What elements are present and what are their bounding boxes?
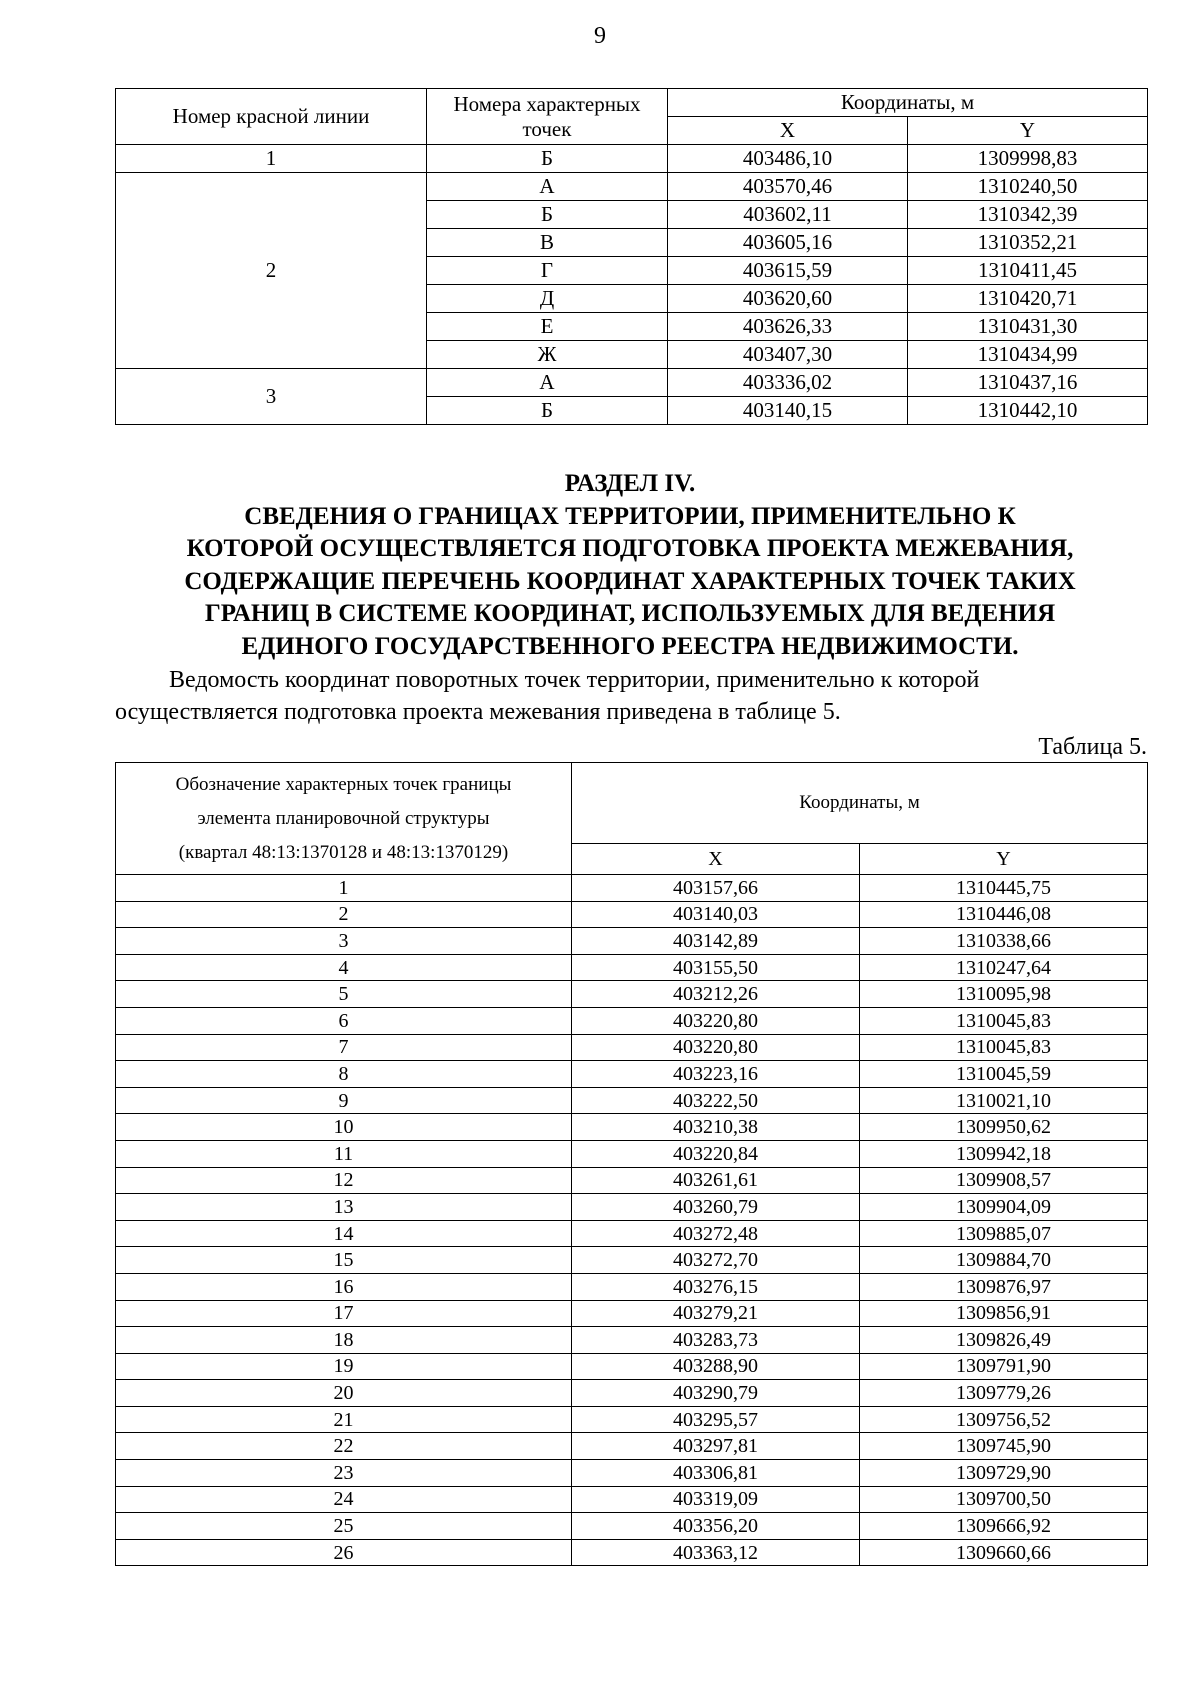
- table-row: [116, 1034, 1148, 1061]
- point-number: 11: [116, 1140, 572, 1167]
- point-number: 19: [116, 1353, 572, 1380]
- table-row: [116, 173, 1148, 201]
- y-value: 1310045,59: [860, 1061, 1148, 1088]
- x-value: 403319,09: [572, 1486, 860, 1513]
- designation-header: [116, 763, 572, 875]
- x-value: 403220,80: [572, 1034, 860, 1061]
- x-value: 403288,90: [572, 1353, 860, 1380]
- x-value: 403295,57: [572, 1406, 860, 1433]
- x-value: 403261,61: [572, 1167, 860, 1194]
- x-value: 403486,10: [668, 145, 908, 173]
- x-value: 403615,59: [668, 257, 908, 285]
- table-row: [116, 928, 1148, 955]
- point-number: 25: [116, 1513, 572, 1540]
- territory-coordinates-table: [115, 762, 1148, 1566]
- y-value: 1309660,66: [860, 1539, 1148, 1566]
- y-value: 1310411,45: [908, 257, 1148, 285]
- point-number: 18: [116, 1327, 572, 1354]
- y-value: 1310240,50: [908, 173, 1148, 201]
- y-value: 1310437,16: [908, 369, 1148, 397]
- y-value: 1310446,08: [860, 901, 1148, 928]
- x-value: 403279,21: [572, 1300, 860, 1327]
- point-number: 23: [116, 1460, 572, 1487]
- section-title-line: СОДЕРЖАЩИЕ ПЕРЕЧЕНЬ КООРДИНАТ ХАРАКТЕРНЫХ ТОЧЕК ТАКИХ: [184, 567, 1076, 595]
- y-value: 1310045,83: [860, 1034, 1148, 1061]
- y-value: 1309756,52: [860, 1406, 1148, 1433]
- table-row: [116, 145, 1148, 173]
- y-value: 1309745,90: [860, 1433, 1148, 1460]
- x-value: 403157,66: [572, 875, 860, 902]
- table-caption: Таблица 5.: [1038, 734, 1147, 760]
- point-number: 8: [116, 1061, 572, 1088]
- section-title-line: СВЕДЕНИЯ О ГРАНИЦАХ ТЕРРИТОРИИ, ПРИМЕНИТЕЛЬНО К: [244, 502, 1016, 530]
- point-label: Б: [427, 397, 668, 425]
- x-value: 403620,60: [668, 285, 908, 313]
- table-row: [116, 1327, 1148, 1354]
- table-header-row: [116, 763, 1148, 844]
- y-value: 1310342,39: [908, 201, 1148, 229]
- point-number: 1: [116, 875, 572, 902]
- table-row: [116, 1353, 1148, 1380]
- table-row: [116, 1300, 1148, 1327]
- x-value: 403212,26: [572, 981, 860, 1008]
- table-row: [116, 1247, 1148, 1274]
- table-row: [116, 1273, 1148, 1300]
- y-value: 1309885,07: [860, 1220, 1148, 1247]
- x-value: 403140,03: [572, 901, 860, 928]
- x-value: 403290,79: [572, 1380, 860, 1407]
- point-label: Б: [427, 145, 668, 173]
- x-value: 403570,46: [668, 173, 908, 201]
- y-value: 1310445,75: [860, 875, 1148, 902]
- x-value: 403142,89: [572, 928, 860, 955]
- x-header: X: [572, 844, 860, 875]
- y-header: Y: [860, 844, 1148, 875]
- section-title-line: КОТОРОЙ ОСУЩЕСТВЛЯЕТСЯ ПОДГОТОВКА ПРОЕКТА МЕЖЕВАНИЯ,: [186, 535, 1074, 562]
- y-value: 1309791,90: [860, 1353, 1148, 1380]
- y-value: 1309884,70: [860, 1247, 1148, 1274]
- table-row: [116, 954, 1148, 981]
- red-lines-coordinates-table: [115, 88, 1148, 425]
- point-number: 26: [116, 1539, 572, 1566]
- section-title: [110, 468, 1150, 663]
- y-value: 1309700,50: [860, 1486, 1148, 1513]
- table-row: [116, 1114, 1148, 1141]
- y-value: 1310420,71: [908, 285, 1148, 313]
- x-value: 403222,50: [572, 1087, 860, 1114]
- point-number: 21: [116, 1406, 572, 1433]
- point-number: 9: [116, 1087, 572, 1114]
- table-row: [116, 1380, 1148, 1407]
- y-value: 1310338,66: [860, 928, 1148, 955]
- point-number: 6: [116, 1007, 572, 1034]
- point-label: Ж: [427, 341, 668, 369]
- y-value: 1309856,91: [860, 1300, 1148, 1327]
- table-row: [116, 1087, 1148, 1114]
- x-value: 403602,11: [668, 201, 908, 229]
- y-value: 1309826,49: [860, 1327, 1148, 1354]
- point-number: 16: [116, 1273, 572, 1300]
- point-number: 22: [116, 1433, 572, 1460]
- designation-header-line: Обозначение характерных точек границы: [175, 773, 512, 795]
- x-value: 403297,81: [572, 1433, 860, 1460]
- y-value: 1309942,18: [860, 1140, 1148, 1167]
- table-row: [116, 369, 1148, 397]
- point-label: Г: [427, 257, 668, 285]
- y-value: 1310434,99: [908, 341, 1148, 369]
- x-value: 403356,20: [572, 1513, 860, 1540]
- x-value: 403272,48: [572, 1220, 860, 1247]
- point-label: А: [427, 173, 668, 201]
- table-row: [116, 1061, 1148, 1088]
- y-value: 1310442,10: [908, 397, 1148, 425]
- point-number: 3: [116, 928, 572, 955]
- y-value: 1309904,09: [860, 1194, 1148, 1221]
- x-value: 403626,33: [668, 313, 908, 341]
- table-row: [116, 1007, 1148, 1034]
- y-value: 1309779,26: [860, 1380, 1148, 1407]
- point-number: 12: [116, 1167, 572, 1194]
- intro-line: Ведомость координат поворотных точек территории, применительно к которой: [169, 667, 980, 693]
- point-number: 5: [116, 981, 572, 1008]
- y-value: 1310045,83: [860, 1007, 1148, 1034]
- coordinates-header: Координаты, м: [572, 763, 1148, 844]
- section-title-line: РАЗДЕЛ IV.: [564, 470, 696, 497]
- point-number: 4: [116, 954, 572, 981]
- point-number: 10: [116, 1114, 572, 1141]
- x-value: 403210,38: [572, 1114, 860, 1141]
- x-value: 403363,12: [572, 1539, 860, 1566]
- point-number: 7: [116, 1034, 572, 1061]
- y-value: 1309908,57: [860, 1167, 1148, 1194]
- point-number: 24: [116, 1486, 572, 1513]
- table-row: [116, 1486, 1148, 1513]
- table-row: [116, 1433, 1148, 1460]
- x-value: 403336,02: [668, 369, 908, 397]
- y-value: 1309666,92: [860, 1513, 1148, 1540]
- intro-line: осуществляется подготовка проекта межевания приведена в таблице 5.: [115, 699, 841, 725]
- points-header: Номера характерных точек: [427, 89, 668, 145]
- point-label: Д: [427, 285, 668, 313]
- table-row: [116, 1406, 1148, 1433]
- x-value: 403223,16: [572, 1061, 860, 1088]
- x-value: 403272,70: [572, 1247, 860, 1274]
- table-row: [116, 981, 1148, 1008]
- coordinates-header: Координаты, м: [668, 89, 1148, 117]
- point-label: В: [427, 229, 668, 257]
- table-row: [116, 1167, 1148, 1194]
- y-value: 1310247,64: [860, 954, 1148, 981]
- table-row: [116, 1460, 1148, 1487]
- red-line-number: 3: [116, 369, 427, 425]
- x-value: 403260,79: [572, 1194, 860, 1221]
- x-value: 403220,84: [572, 1140, 860, 1167]
- y-value: 1310352,21: [908, 229, 1148, 257]
- section-title-line: ЕДИНОГО ГОСУДАРСТВЕННОГО РЕЕСТРА НЕДВИЖИМОСТИ.: [241, 632, 1019, 660]
- designation-header-line: (квартал 48:13:1370128 и 48:13:1370129): [178, 841, 509, 863]
- section-title-line: ГРАНИЦ В СИСТЕМЕ КООРДИНАТ, ИСПОЛЬЗУЕМЫХ ДЛЯ ВЕДЕНИЯ: [204, 600, 1056, 627]
- x-value: 403276,15: [572, 1273, 860, 1300]
- point-number: 14: [116, 1220, 572, 1247]
- y-value: 1309998,83: [908, 145, 1148, 173]
- table-row: [116, 1220, 1148, 1247]
- point-label: Б: [427, 201, 668, 229]
- table-row: [116, 1140, 1148, 1167]
- red-line-header: Номер красной линии: [116, 89, 427, 145]
- point-number: 17: [116, 1300, 572, 1327]
- y-value: 1310095,98: [860, 981, 1148, 1008]
- intro-paragraph: [115, 664, 1147, 728]
- x-value: 403155,50: [572, 954, 860, 981]
- designation-header-line: элемента планировочной структуры: [197, 807, 490, 829]
- red-line-number: 1: [116, 145, 427, 173]
- table-row: [116, 875, 1148, 902]
- y-header: Y: [908, 117, 1148, 145]
- x-value: 403140,15: [668, 397, 908, 425]
- y-value: 1309729,90: [860, 1460, 1148, 1487]
- x-value: 403605,16: [668, 229, 908, 257]
- red-line-number: 2: [116, 173, 427, 369]
- table-header-row: [116, 89, 1148, 117]
- table-row: [116, 1539, 1148, 1566]
- point-label: Е: [427, 313, 668, 341]
- point-number: 13: [116, 1194, 572, 1221]
- y-value: 1309876,97: [860, 1273, 1148, 1300]
- x-header: X: [668, 117, 908, 145]
- point-label: А: [427, 369, 668, 397]
- x-value: 403283,73: [572, 1327, 860, 1354]
- table-row: [116, 1194, 1148, 1221]
- point-number: 20: [116, 1380, 572, 1407]
- point-number: 2: [116, 901, 572, 928]
- x-value: 403220,80: [572, 1007, 860, 1034]
- y-value: 1310431,30: [908, 313, 1148, 341]
- table-row: [116, 1513, 1148, 1540]
- table-row: [116, 901, 1148, 928]
- y-value: 1309950,62: [860, 1114, 1148, 1141]
- page-number: 9: [594, 23, 606, 49]
- x-value: 403306,81: [572, 1460, 860, 1487]
- y-value: 1310021,10: [860, 1087, 1148, 1114]
- point-number: 15: [116, 1247, 572, 1274]
- x-value: 403407,30: [668, 341, 908, 369]
